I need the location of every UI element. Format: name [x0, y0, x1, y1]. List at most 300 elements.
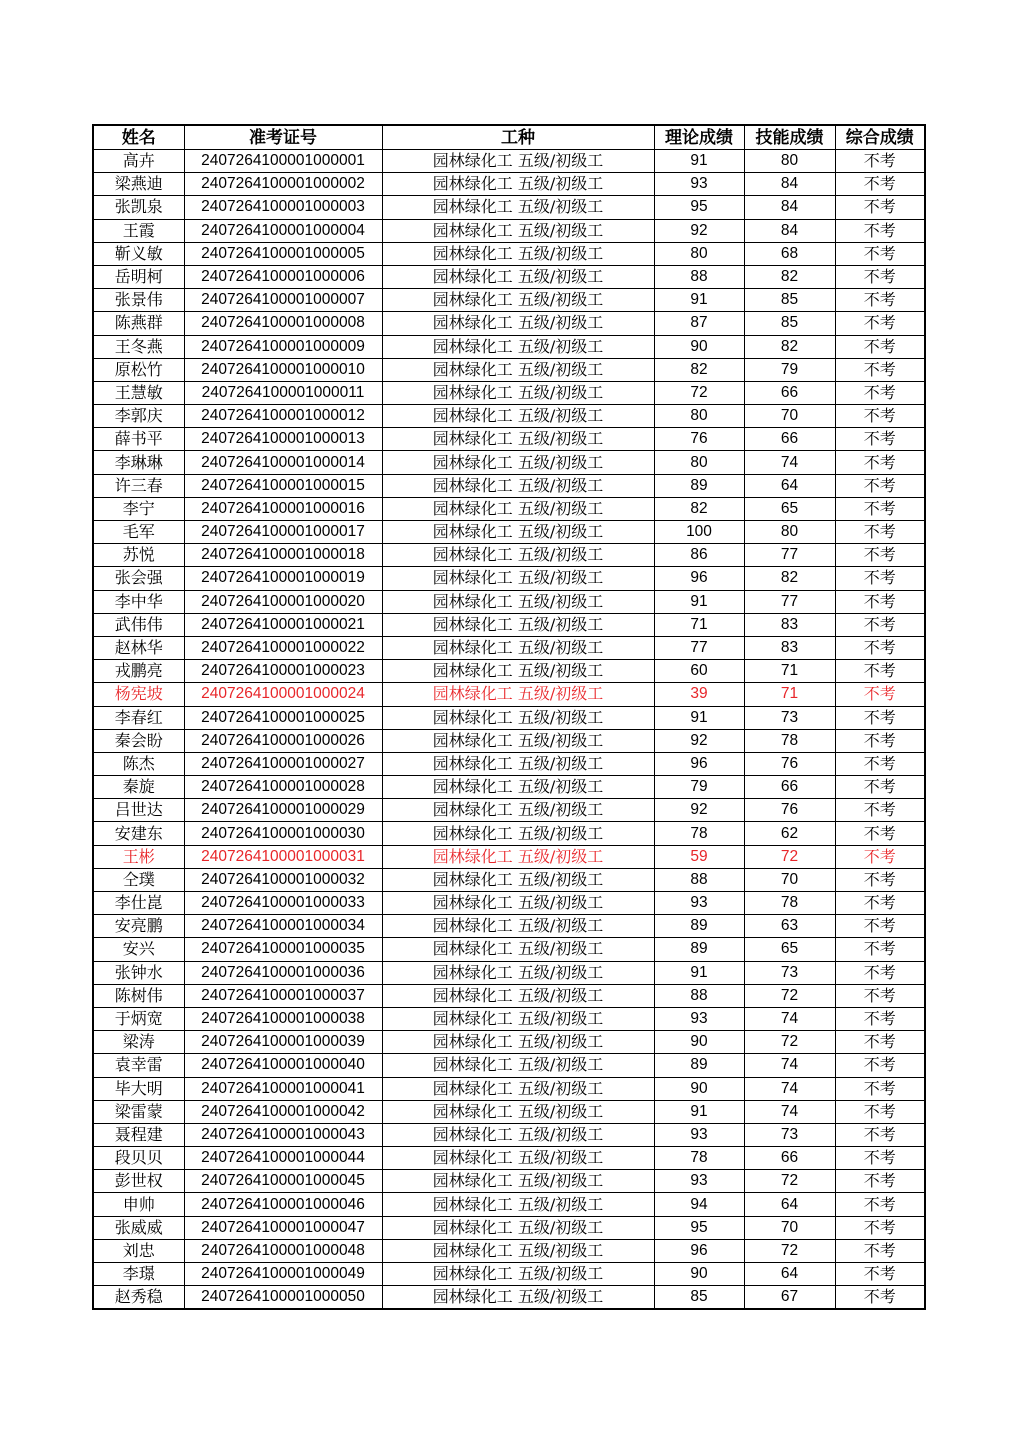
header-row [93, 125, 925, 150]
cell-exam-id: 2407264100001000025 [184, 706, 382, 729]
table-row [93, 915, 925, 938]
cell-overall-score: 不考 [835, 1263, 925, 1286]
table-row [93, 428, 925, 451]
table-row [93, 497, 925, 520]
cell-skill-score: 72 [744, 845, 835, 868]
cell-skill-score: 64 [744, 474, 835, 497]
cell-name: 陈燕群 [93, 312, 184, 335]
cell-overall-score: 不考 [835, 776, 925, 799]
cell-theory-score: 91 [654, 150, 744, 173]
table-row [93, 219, 925, 242]
cell-theory-score: 80 [654, 451, 744, 474]
cell-job-type: 园林绿化工 五级/初级工 [382, 1286, 654, 1310]
cell-exam-id: 2407264100001000016 [184, 497, 382, 520]
table-row [93, 405, 925, 428]
cell-exam-id: 2407264100001000021 [184, 613, 382, 636]
cell-theory-score: 93 [654, 1170, 744, 1193]
cell-name: 靳义敏 [93, 242, 184, 265]
cell-skill-score: 66 [744, 381, 835, 404]
cell-skill-score: 74 [744, 1054, 835, 1077]
table-row [93, 636, 925, 659]
cell-job-type: 园林绿化工 五级/初级工 [382, 428, 654, 451]
table-row [93, 474, 925, 497]
cell-exam-id: 2407264100001000048 [184, 1239, 382, 1262]
cell-skill-score: 65 [744, 938, 835, 961]
cell-skill-score: 76 [744, 799, 835, 822]
header-name: 姓名 [93, 125, 184, 150]
cell-exam-id: 2407264100001000013 [184, 428, 382, 451]
cell-exam-id: 2407264100001000020 [184, 590, 382, 613]
table-row [93, 242, 925, 265]
cell-name: 陈树伟 [93, 984, 184, 1007]
cell-overall-score: 不考 [835, 1077, 925, 1100]
cell-theory-score: 82 [654, 358, 744, 381]
cell-exam-id: 2407264100001000047 [184, 1216, 382, 1239]
cell-overall-score: 不考 [835, 915, 925, 938]
table-row [93, 961, 925, 984]
cell-job-type: 园林绿化工 五级/初级工 [382, 1193, 654, 1216]
cell-job-type: 园林绿化工 五级/初级工 [382, 706, 654, 729]
cell-job-type: 园林绿化工 五级/初级工 [382, 799, 654, 822]
table-row [93, 312, 925, 335]
cell-name: 赵秀稳 [93, 1286, 184, 1310]
cell-overall-score: 不考 [835, 1147, 925, 1170]
table-row [93, 1263, 925, 1286]
cell-theory-score: 77 [654, 636, 744, 659]
cell-job-type: 园林绿化工 五级/初级工 [382, 521, 654, 544]
cell-exam-id: 2407264100001000023 [184, 660, 382, 683]
cell-exam-id: 2407264100001000017 [184, 521, 382, 544]
score-table [92, 124, 926, 1310]
cell-name: 李琳琳 [93, 451, 184, 474]
cell-name: 陈杰 [93, 752, 184, 775]
cell-theory-score: 95 [654, 1216, 744, 1239]
cell-theory-score: 93 [654, 173, 744, 196]
cell-job-type: 园林绿化工 五级/初级工 [382, 1077, 654, 1100]
cell-job-type: 园林绿化工 五级/初级工 [382, 590, 654, 613]
cell-exam-id: 2407264100001000050 [184, 1286, 382, 1310]
cell-job-type: 园林绿化工 五级/初级工 [382, 451, 654, 474]
table-row [93, 822, 925, 845]
cell-overall-score: 不考 [835, 636, 925, 659]
cell-job-type: 园林绿化工 五级/初级工 [382, 1147, 654, 1170]
cell-name: 梁涛 [93, 1031, 184, 1054]
table-row [93, 799, 925, 822]
cell-skill-score: 66 [744, 1147, 835, 1170]
table-row [93, 265, 925, 288]
cell-skill-score: 85 [744, 289, 835, 312]
cell-exam-id: 2407264100001000008 [184, 312, 382, 335]
cell-overall-score: 不考 [835, 683, 925, 706]
cell-skill-score: 82 [744, 567, 835, 590]
table-row [93, 1216, 925, 1239]
cell-job-type: 园林绿化工 五级/初级工 [382, 938, 654, 961]
cell-skill-score: 83 [744, 636, 835, 659]
cell-theory-score: 72 [654, 381, 744, 404]
cell-job-type: 园林绿化工 五级/初级工 [382, 636, 654, 659]
cell-skill-score: 71 [744, 660, 835, 683]
header-skill-score: 技能成绩 [744, 125, 835, 150]
cell-theory-score: 91 [654, 289, 744, 312]
cell-name: 李宁 [93, 497, 184, 520]
cell-overall-score: 不考 [835, 196, 925, 219]
cell-exam-id: 2407264100001000026 [184, 729, 382, 752]
cell-name: 梁燕迪 [93, 173, 184, 196]
cell-name: 原松竹 [93, 358, 184, 381]
cell-skill-score: 64 [744, 1193, 835, 1216]
cell-overall-score: 不考 [835, 1239, 925, 1262]
cell-skill-score: 68 [744, 242, 835, 265]
cell-skill-score: 73 [744, 706, 835, 729]
cell-skill-score: 77 [744, 590, 835, 613]
cell-overall-score: 不考 [835, 892, 925, 915]
table-row [93, 1239, 925, 1262]
cell-skill-score: 84 [744, 219, 835, 242]
cell-theory-score: 96 [654, 567, 744, 590]
cell-theory-score: 96 [654, 1239, 744, 1262]
cell-skill-score: 76 [744, 752, 835, 775]
cell-theory-score: 91 [654, 1100, 744, 1123]
cell-name: 李中华 [93, 590, 184, 613]
cell-exam-id: 2407264100001000046 [184, 1193, 382, 1216]
table-row [93, 938, 925, 961]
cell-job-type: 园林绿化工 五级/初级工 [382, 729, 654, 752]
cell-exam-id: 2407264100001000030 [184, 822, 382, 845]
table-row [93, 706, 925, 729]
cell-name: 段贝贝 [93, 1147, 184, 1170]
cell-theory-score: 59 [654, 845, 744, 868]
table-row [93, 1147, 925, 1170]
cell-exam-id: 2407264100001000009 [184, 335, 382, 358]
table-row [93, 892, 925, 915]
cell-job-type: 园林绿化工 五级/初级工 [382, 1239, 654, 1262]
table-row [93, 590, 925, 613]
cell-theory-score: 88 [654, 984, 744, 1007]
cell-skill-score: 72 [744, 1031, 835, 1054]
cell-name: 许三春 [93, 474, 184, 497]
cell-exam-id: 2407264100001000033 [184, 892, 382, 915]
cell-exam-id: 2407264100001000042 [184, 1100, 382, 1123]
cell-overall-score: 不考 [835, 335, 925, 358]
cell-theory-score: 80 [654, 242, 744, 265]
cell-exam-id: 2407264100001000012 [184, 405, 382, 428]
cell-name: 王霞 [93, 219, 184, 242]
header-theory-score: 理论成绩 [654, 125, 744, 150]
cell-job-type: 园林绿化工 五级/初级工 [382, 1170, 654, 1193]
cell-exam-id: 2407264100001000029 [184, 799, 382, 822]
cell-skill-score: 83 [744, 613, 835, 636]
cell-job-type: 园林绿化工 五级/初级工 [382, 358, 654, 381]
cell-exam-id: 2407264100001000037 [184, 984, 382, 1007]
cell-job-type: 园林绿化工 五级/初级工 [382, 219, 654, 242]
cell-overall-score: 不考 [835, 590, 925, 613]
table-row [93, 752, 925, 775]
cell-name: 刘忠 [93, 1239, 184, 1262]
cell-name: 张威威 [93, 1216, 184, 1239]
table-row [93, 150, 925, 173]
cell-overall-score: 不考 [835, 1216, 925, 1239]
cell-theory-score: 39 [654, 683, 744, 706]
cell-theory-score: 93 [654, 1123, 744, 1146]
cell-overall-score: 不考 [835, 474, 925, 497]
cell-exam-id: 2407264100001000035 [184, 938, 382, 961]
table-row [93, 289, 925, 312]
cell-overall-score: 不考 [835, 1170, 925, 1193]
cell-overall-score: 不考 [835, 358, 925, 381]
cell-exam-id: 2407264100001000027 [184, 752, 382, 775]
cell-name: 张景伟 [93, 289, 184, 312]
cell-exam-id: 2407264100001000015 [184, 474, 382, 497]
cell-name: 袁幸雷 [93, 1054, 184, 1077]
cell-theory-score: 100 [654, 521, 744, 544]
cell-job-type: 园林绿化工 五级/初级工 [382, 173, 654, 196]
cell-name: 王慧敏 [93, 381, 184, 404]
cell-job-type: 园林绿化工 五级/初级工 [382, 752, 654, 775]
table-row [93, 1031, 925, 1054]
cell-theory-score: 93 [654, 1007, 744, 1030]
cell-theory-score: 76 [654, 428, 744, 451]
cell-exam-id: 2407264100001000045 [184, 1170, 382, 1193]
cell-skill-score: 78 [744, 892, 835, 915]
cell-theory-score: 92 [654, 729, 744, 752]
cell-overall-score: 不考 [835, 1100, 925, 1123]
cell-theory-score: 71 [654, 613, 744, 636]
cell-skill-score: 78 [744, 729, 835, 752]
cell-skill-score: 64 [744, 1263, 835, 1286]
cell-skill-score: 70 [744, 1216, 835, 1239]
cell-overall-score: 不考 [835, 660, 925, 683]
cell-exam-id: 2407264100001000014 [184, 451, 382, 474]
cell-job-type: 园林绿化工 五级/初级工 [382, 242, 654, 265]
cell-theory-score: 89 [654, 474, 744, 497]
cell-skill-score: 71 [744, 683, 835, 706]
cell-name: 彭世权 [93, 1170, 184, 1193]
cell-overall-score: 不考 [835, 1286, 925, 1310]
cell-theory-score: 80 [654, 405, 744, 428]
cell-overall-score: 不考 [835, 219, 925, 242]
cell-skill-score: 67 [744, 1286, 835, 1310]
cell-exam-id: 2407264100001000041 [184, 1077, 382, 1100]
cell-name: 梁雷蒙 [93, 1100, 184, 1123]
cell-exam-id: 2407264100001000005 [184, 242, 382, 265]
table-row [93, 1286, 925, 1310]
cell-skill-score: 70 [744, 405, 835, 428]
cell-theory-score: 88 [654, 868, 744, 891]
cell-overall-score: 不考 [835, 312, 925, 335]
cell-name: 岳明柯 [93, 265, 184, 288]
table-row [93, 381, 925, 404]
table-row [93, 660, 925, 683]
table-row [93, 335, 925, 358]
cell-overall-score: 不考 [835, 822, 925, 845]
cell-job-type: 园林绿化工 五级/初级工 [382, 915, 654, 938]
cell-overall-score: 不考 [835, 984, 925, 1007]
cell-overall-score: 不考 [835, 799, 925, 822]
cell-exam-id: 2407264100001000034 [184, 915, 382, 938]
cell-skill-score: 82 [744, 335, 835, 358]
cell-skill-score: 73 [744, 1123, 835, 1146]
table-row [93, 451, 925, 474]
cell-name: 毛军 [93, 521, 184, 544]
cell-exam-id: 2407264100001000032 [184, 868, 382, 891]
cell-exam-id: 2407264100001000039 [184, 1031, 382, 1054]
cell-skill-score: 66 [744, 776, 835, 799]
cell-job-type: 园林绿化工 五级/初级工 [382, 1216, 654, 1239]
cell-name: 张会强 [93, 567, 184, 590]
table-row [93, 776, 925, 799]
cell-job-type: 园林绿化工 五级/初级工 [382, 1100, 654, 1123]
table-row [93, 984, 925, 1007]
cell-job-type: 园林绿化工 五级/初级工 [382, 335, 654, 358]
cell-exam-id: 2407264100001000003 [184, 196, 382, 219]
cell-overall-score: 不考 [835, 521, 925, 544]
cell-skill-score: 74 [744, 451, 835, 474]
cell-name: 安建东 [93, 822, 184, 845]
cell-theory-score: 91 [654, 961, 744, 984]
table-row [93, 173, 925, 196]
cell-job-type: 园林绿化工 五级/初级工 [382, 1263, 654, 1286]
cell-exam-id: 2407264100001000004 [184, 219, 382, 242]
cell-theory-score: 90 [654, 1263, 744, 1286]
cell-overall-score: 不考 [835, 706, 925, 729]
cell-overall-score: 不考 [835, 845, 925, 868]
cell-exam-id: 2407264100001000043 [184, 1123, 382, 1146]
cell-theory-score: 90 [654, 1031, 744, 1054]
cell-name: 赵林华 [93, 636, 184, 659]
table-row [93, 1123, 925, 1146]
cell-job-type: 园林绿化工 五级/初级工 [382, 474, 654, 497]
cell-name: 申帅 [93, 1193, 184, 1216]
cell-job-type: 园林绿化工 五级/初级工 [382, 1031, 654, 1054]
cell-overall-score: 不考 [835, 1054, 925, 1077]
cell-name: 仝璞 [93, 868, 184, 891]
cell-skill-score: 80 [744, 521, 835, 544]
cell-skill-score: 72 [744, 1239, 835, 1262]
cell-name: 于炳宽 [93, 1007, 184, 1030]
cell-job-type: 园林绿化工 五级/初级工 [382, 892, 654, 915]
cell-skill-score: 74 [744, 1100, 835, 1123]
cell-skill-score: 63 [744, 915, 835, 938]
cell-overall-score: 不考 [835, 1007, 925, 1030]
table-row [93, 544, 925, 567]
cell-overall-score: 不考 [835, 868, 925, 891]
cell-theory-score: 96 [654, 752, 744, 775]
cell-skill-score: 74 [744, 1007, 835, 1030]
cell-overall-score: 不考 [835, 497, 925, 520]
cell-theory-score: 88 [654, 265, 744, 288]
cell-name: 王冬燕 [93, 335, 184, 358]
cell-skill-score: 82 [744, 265, 835, 288]
cell-overall-score: 不考 [835, 289, 925, 312]
cell-job-type: 园林绿化工 五级/初级工 [382, 312, 654, 335]
cell-exam-id: 2407264100001000031 [184, 845, 382, 868]
table-row [93, 1193, 925, 1216]
cell-exam-id: 2407264100001000006 [184, 265, 382, 288]
cell-exam-id: 2407264100001000022 [184, 636, 382, 659]
cell-name: 秦会盼 [93, 729, 184, 752]
cell-overall-score: 不考 [835, 265, 925, 288]
table-row [93, 1077, 925, 1100]
table-body [93, 150, 925, 1310]
cell-name: 安亮鹏 [93, 915, 184, 938]
cell-name: 李郭庆 [93, 405, 184, 428]
table-row [93, 358, 925, 381]
cell-skill-score: 85 [744, 312, 835, 335]
table-row [93, 683, 925, 706]
cell-exam-id: 2407264100001000044 [184, 1147, 382, 1170]
cell-theory-score: 92 [654, 799, 744, 822]
cell-theory-score: 93 [654, 892, 744, 915]
cell-theory-score: 78 [654, 822, 744, 845]
cell-exam-id: 2407264100001000001 [184, 150, 382, 173]
cell-overall-score: 不考 [835, 150, 925, 173]
cell-skill-score: 77 [744, 544, 835, 567]
cell-name: 李仕崑 [93, 892, 184, 915]
cell-name: 高卉 [93, 150, 184, 173]
cell-job-type: 园林绿化工 五级/初级工 [382, 1054, 654, 1077]
cell-exam-id: 2407264100001000024 [184, 683, 382, 706]
cell-theory-score: 95 [654, 196, 744, 219]
cell-overall-score: 不考 [835, 1193, 925, 1216]
cell-job-type: 园林绿化工 五级/初级工 [382, 1123, 654, 1146]
cell-name: 吕世达 [93, 799, 184, 822]
cell-exam-id: 2407264100001000036 [184, 961, 382, 984]
cell-overall-score: 不考 [835, 938, 925, 961]
cell-job-type: 园林绿化工 五级/初级工 [382, 381, 654, 404]
cell-skill-score: 84 [744, 196, 835, 219]
cell-job-type: 园林绿化工 五级/初级工 [382, 544, 654, 567]
cell-theory-score: 87 [654, 312, 744, 335]
cell-exam-id: 2407264100001000018 [184, 544, 382, 567]
cell-exam-id: 2407264100001000007 [184, 289, 382, 312]
cell-theory-score: 94 [654, 1193, 744, 1216]
cell-name: 苏悦 [93, 544, 184, 567]
cell-name: 聂程建 [93, 1123, 184, 1146]
cell-job-type: 园林绿化工 五级/初级工 [382, 289, 654, 312]
cell-job-type: 园林绿化工 五级/初级工 [382, 868, 654, 891]
cell-skill-score: 72 [744, 1170, 835, 1193]
cell-name: 杨宪坡 [93, 683, 184, 706]
table-row [93, 521, 925, 544]
table-row [93, 613, 925, 636]
cell-exam-id: 2407264100001000049 [184, 1263, 382, 1286]
table-row [93, 1007, 925, 1030]
cell-theory-score: 89 [654, 938, 744, 961]
cell-job-type: 园林绿化工 五级/初级工 [382, 660, 654, 683]
table-row [93, 567, 925, 590]
cell-overall-score: 不考 [835, 242, 925, 265]
cell-name: 戎鹏亮 [93, 660, 184, 683]
cell-job-type: 园林绿化工 五级/初级工 [382, 845, 654, 868]
cell-skill-score: 72 [744, 984, 835, 1007]
cell-theory-score: 79 [654, 776, 744, 799]
cell-job-type: 园林绿化工 五级/初级工 [382, 196, 654, 219]
cell-exam-id: 2407264100001000002 [184, 173, 382, 196]
cell-exam-id: 2407264100001000011 [184, 381, 382, 404]
cell-skill-score: 65 [744, 497, 835, 520]
cell-job-type: 园林绿化工 五级/初级工 [382, 497, 654, 520]
cell-skill-score: 62 [744, 822, 835, 845]
table-row [93, 1054, 925, 1077]
cell-overall-score: 不考 [835, 1031, 925, 1054]
cell-job-type: 园林绿化工 五级/初级工 [382, 776, 654, 799]
cell-skill-score: 74 [744, 1077, 835, 1100]
cell-name: 秦旋 [93, 776, 184, 799]
cell-overall-score: 不考 [835, 567, 925, 590]
cell-skill-score: 70 [744, 868, 835, 891]
cell-job-type: 园林绿化工 五级/初级工 [382, 405, 654, 428]
cell-theory-score: 89 [654, 1054, 744, 1077]
